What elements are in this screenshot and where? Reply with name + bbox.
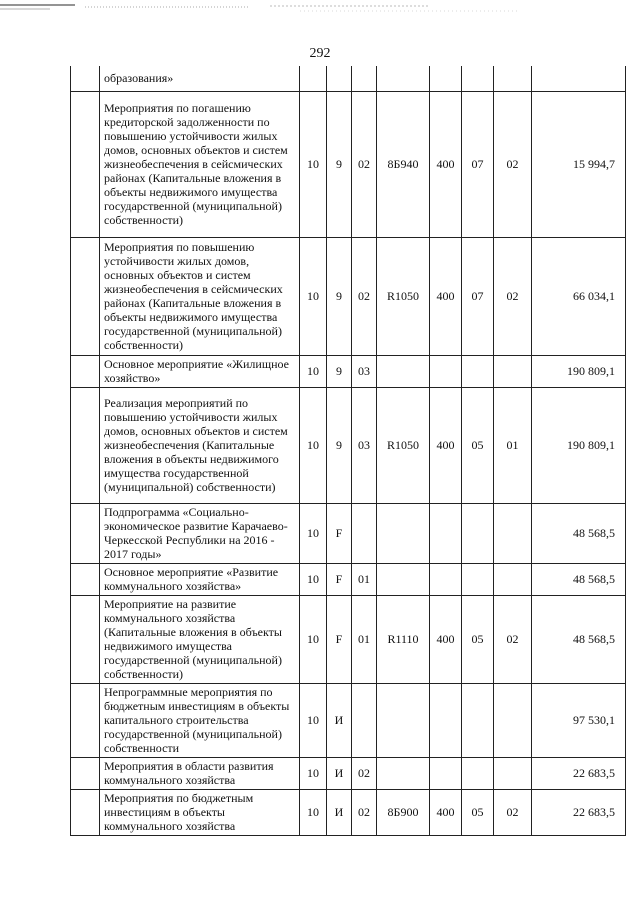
page-number: 292 bbox=[309, 46, 331, 61]
row-amount: 15 994,7 bbox=[532, 91, 626, 237]
table-row: Непрограммные мероприятия по бюджетным инвестициям в объекты капитального строительства государственной (муниципальной) собственности 10 И 97 530,1 bbox=[71, 683, 626, 757]
row-amount: 66 034,1 bbox=[532, 237, 626, 355]
table-row: Реализация мероприятий по повышению устойчивости жилых домов, основных объектов и систем жизнеобеспечения (Капитальные вложения в объекты недвижимого имущества государственной (муниципальной) собственности) 10 9 03 R1050 400 05 01 190 809,1 bbox=[71, 387, 626, 503]
table-row: Мероприятия в области развития коммунального хозяйства 10 И 02 22 683,5 bbox=[71, 757, 626, 789]
row-name: Мероприятие на развитие коммунального хозяйства (Капитальные вложения в объекты недвижимого имущества государственной (муниципальной) собственности) bbox=[100, 595, 300, 683]
row-name: Непрограммные мероприятия по бюджетным инвестициям в объекты капитального строительства государственной (муниципальной) собственности bbox=[100, 683, 300, 757]
row-amount: 48 568,5 bbox=[532, 563, 626, 595]
table-row: Мероприятие на развитие коммунального хозяйства (Капитальные вложения в объекты недвижимого имущества государственной (муниципальной) собственности) 10 F 01 R1110 400 05 02 48 568,5 bbox=[71, 595, 626, 683]
row-name: Мероприятия по бюджетным инвестициям в объекты коммунального хозяйства bbox=[100, 789, 300, 835]
row-amount: 97 530,1 bbox=[532, 683, 626, 757]
table-row: Основное мероприятие «Развитие коммунального хозяйства» 10 F 01 48 568,5 bbox=[71, 563, 626, 595]
scan-noise bbox=[0, 0, 640, 22]
row-name: Реализация мероприятий по повышению устойчивости жилых домов, основных объектов и систем жизнеобеспечения (Капитальные вложения в объекты недвижимого имущества государственной (муниципальной) собственности) bbox=[100, 387, 300, 503]
row-amount: 22 683,5 bbox=[532, 789, 626, 835]
row-name: Мероприятия по повышению устойчивости жилых домов, основных объектов и систем жизнеобеспечения в сейсмических районах (Капитальные вложения в объекты недвижимого имущества государственной (муниципальной) собственности) bbox=[100, 237, 300, 355]
table-row: Мероприятия по бюджетным инвестициям в объекты коммунального хозяйства 10 И 02 8Б900 400 05 02 22 683,5 bbox=[71, 789, 626, 835]
row-name: Мероприятия по погашению кредиторской задолженности по повышению устойчивости жилых домов, основных объектов и систем жизнеобеспечения в сейсмических районах (Капитальные вложения в объекты недвижимого имущества государственной (муниципальной) собственности) bbox=[100, 91, 300, 237]
row-name: Основное мероприятие «Развитие коммунального хозяйства» bbox=[100, 563, 300, 595]
row-amount: 190 809,1 bbox=[532, 355, 626, 387]
row-amount: 48 568,5 bbox=[532, 503, 626, 563]
budget-table bbox=[70, 66, 625, 836]
row-amount: 48 568,5 bbox=[532, 595, 626, 683]
row-name: Основное мероприятие «Жилищное хозяйство» bbox=[100, 355, 300, 387]
table-row: Мероприятия по погашению кредиторской задолженности по повышению устойчивости жилых домов, основных объектов и систем жизнеобеспечения в сейсмических районах (Капитальные вложения в объекты недвижимого имущества государственной (муниципальной) собственности) 10 9 02 8Б940 400 07 02 15 994,7 bbox=[71, 91, 626, 237]
row-amount bbox=[532, 66, 626, 91]
table-row: Мероприятия по повышению устойчивости жилых домов, основных объектов и систем жизнеобеспечения в сейсмических районах (Капитальные вложения в объекты недвижимого имущества государственной (муниципальной) собственности) 10 9 02 R1050 400 07 02 66 034,1 bbox=[71, 237, 626, 355]
row-name: Подпрограмма «Социально-экономическое развитие Карачаево-Черкесской Республики на 2016 - 2017 годы» bbox=[100, 503, 300, 563]
row-amount: 190 809,1 bbox=[532, 387, 626, 503]
table-row: Подпрограмма «Социально-экономическое развитие Карачаево-Черкесской Республики на 2016 - 2017 годы» 10 F 48 568,5 bbox=[71, 503, 626, 563]
table-row: Основное мероприятие «Жилищное хозяйство» 10 9 03 190 809,1 bbox=[71, 355, 626, 387]
table-row bbox=[71, 66, 626, 91]
row-name: образования» bbox=[100, 66, 300, 91]
row-name: Мероприятия в области развития коммунального хозяйства bbox=[100, 757, 300, 789]
row-amount: 22 683,5 bbox=[532, 757, 626, 789]
